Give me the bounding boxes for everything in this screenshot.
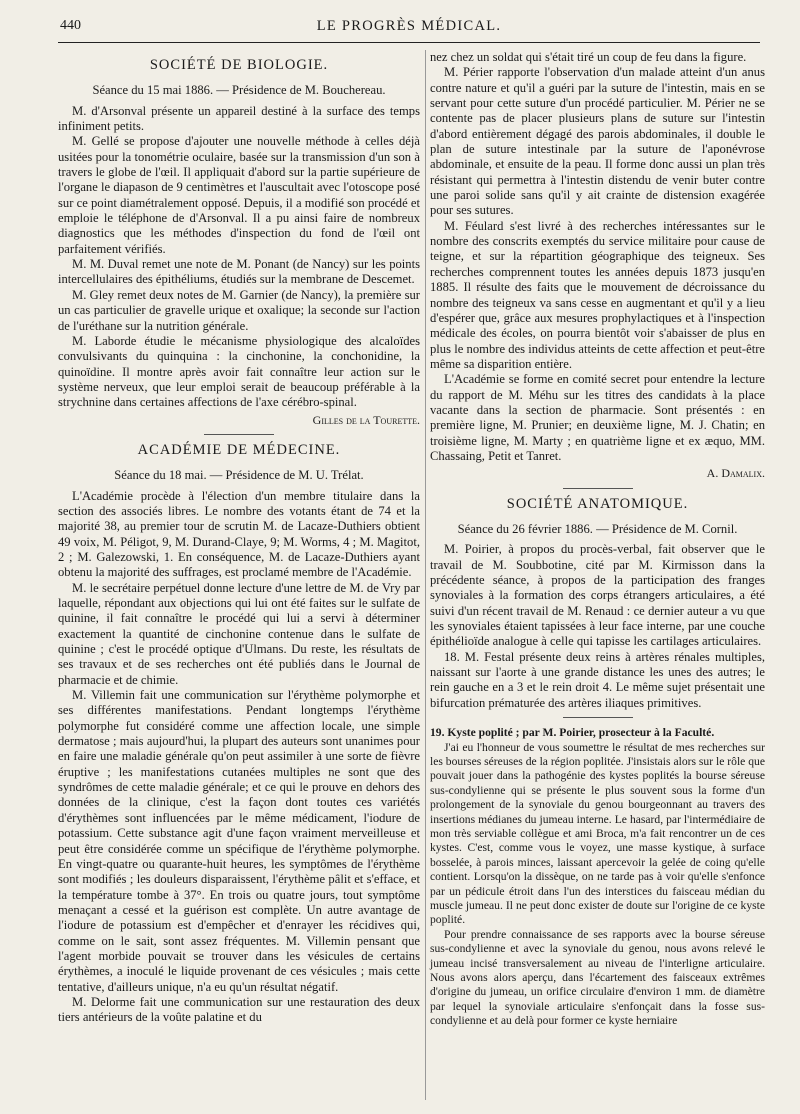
- session-line-anatomique: Séance du 26 février 1886. — Présidence de M. Cornil.: [457, 521, 738, 536]
- session-line-academie: Séance du 18 mai. — Présidence de M. U. Trélat.: [114, 468, 364, 483]
- section-title-academie: ACADÉMIE DE MÉDECINE.: [137, 441, 341, 458]
- paragraph: M. le secrétaire perpétuel donne lecture d'une lettre de M. de Vry par laquelle, répondant aux objections qui lui ont été faites sur le sulfate de quinine, il fait connaître le procédé qui lui a servi à déterminer exactement la quantité de cinchonine contenue dans le sulfate de quinine ; c'est le procédé optique d'Ulmans. Du reste, les résultats de ses travaux et de ses recherches ont été publiés dans le Journal de pharmacie et de chimie.: [58, 580, 420, 687]
- paragraph: M. Delorme fait une communication sur une restauration des deux tiers antérieurs de la voûte palatine et du: [58, 994, 420, 1025]
- paragraph: M. Gellé se propose d'ajouter une nouvelle méthode à celles déjà usitées pour la tonométrie oculaire, basée sur la transmission d'un son à travers le globe de l'œil. Il appliquait d'abord sur la partie supérieure de l'organe le diapason de 9 centimètres et l'auscultait avec l'otoscope posé sur ce point diamétralement opposé. Depuis, il a modifié son procédé et emploie le téléphone de d'Arsonval. Il a pu ainsi faire de nombreux diagnostics que les méthodes d'inspection du fond de l'œil ont parfaitement vérifiés.: [58, 134, 420, 256]
- section-title-anatomique: SOCIÉTÉ ANATOMIQUE.: [506, 495, 689, 512]
- paragraph-continuation: nez chez un soldat qui s'était tiré un coup de feu dans la figure.: [430, 50, 747, 64]
- paragraph: L'Académie procède à l'élection d'un membre titulaire dans la section des associés libres. Le nombre des votants étant de 74 et la majorité 38, au premier tour de scrutin M. de Lacaze-Duthiers obtient 49 voix, M. Péligot, 9, M. Durand-Claye, 9; M. Worms, 4 ; M. Magitot, 2 ; M. Galezowski, 1. En conséquence, M. de Lacaze-Duthiers ayant obtenu la majorité des suffrages, est proclamé membre de l'Académie.: [58, 488, 420, 580]
- paragraph: M. Périer rapporte l'observation d'un malade atteint d'un anus contre nature et qu'il a guéri par la suture de l'intestin, mais en se servant pour cette suture d'un procédé particulier. M. Périer ne se contente pas de placer plusieurs plans de suture sur l'intestin d'abord entièrement dégagé des parois abdominales, il double le plan de suture intestinale par la suture de l'aponévrose abdominale, et ensuite de la peau. Il forme donc aussi un plan très résistant qui permettra à l'intestin distendu de venir buter contre une paroi solide sans qu'il y ait crainte de distension exagérée pour ses sutures.: [430, 65, 765, 218]
- paragraph: L'Académie se forme en comité secret pour entendre la lecture du rapport de M. Méhu sur les titres des candidats à la place vacante dans la section de pharmacie. Sont présentés : en première ligne, M. Prunier; en deuxième ligne, M. J. Chatin; en troisième ligne, M. Marty ; en quatrième ligne et ex æquo, MM. Chassaing, Petit et Tanret.: [430, 372, 765, 463]
- paragraph: M. Gley remet deux notes de M. Garnier (de Nancy), la première sur un cas particulier de gravelle urique et oxalique; la seconde sur l'action de l'uréthane sur la nutrition générale.: [58, 287, 420, 333]
- paragraph: M. M. Duval remet une note de M. Ponant (de Nancy) sur les points intercellulaires des épithéliums, étudiés sur la membrane de Descemet.: [58, 257, 420, 287]
- article-heading-kyste: 19. Kyste poplité ; par M. Poirier, prosecteur à la Faculté.: [430, 726, 715, 740]
- section-separator: [563, 488, 633, 489]
- signature-academie: A. Damalix.: [706, 466, 765, 481]
- session-line-biologie: Séance du 15 mai 1886. — Présidence de M. Bouchereau.: [92, 83, 386, 98]
- section-separator: [204, 434, 274, 435]
- journal-title: LE PROGRÈS MÉDICAL.: [316, 18, 502, 34]
- column-divider: [425, 50, 426, 1100]
- paragraph: M. d'Arsonval présente un appareil destiné à la surface des temps infiniment petits.: [58, 103, 420, 134]
- section-separator: [563, 717, 633, 718]
- paragraph: J'ai eu l'honneur de vous soumettre le résultat de mes recherches sur les bourses séreuses de la région poplitée. J'insistais alors sur le rôle que pouvait jouer dans la pathogénie des kystes poplités la bourse séreuse sus-condylienne qui se présente le plus souvent sous la forme d'un prolongement de la synoviale du genou bourgeonnant au travers des insertions médianes du jumeau interne. Le hasard, par l'intermédiaire de mon très serviable collègue et ami Broca, m'a fait rencontrer un de ces kystes. C'est, comme vous le voyez, une masse kystique, à surface bosselée, à parois minces, laissant apercevoir la gelée de coing qu'elle contient. Lorsqu'on la dissèque, on ne tarde pas à voir qu'elle s'enfonce par un pédicule étroit dans l'un des interstices du faisceau médian du muscle jumeau. Il ne peut donc exister de doute sur l'origine de ce kyste poplité.: [430, 740, 765, 927]
- right-column: [430, 50, 765, 1029]
- paragraph: M. Laborde étudie le mécanisme physiologique des alcaloïdes convulsivants du quinquina : la cinchonine, la conchonidine, la quinoïdine. Il montre après avoir fait connaître leur action sur le système nerveux, que leur emploi serait de beaucoup préférable à la strychnine dans certaines affections de l'axe cérébro-spinal.: [58, 333, 420, 410]
- paragraph: M. Poirier, à propos du procès-verbal, fait observer que le travail de M. Soubbotine, cité par M. Kirmisson dans la précédente séance, à propos de la participation des franges synoviales à la formation des corps étrangers articulaires, a été suivi d'un récent travail de M. Renaud : ce dernier auteur a vu que les synoviales étaient tapissées à leur face interne, par une couche épithélioïde analogue à celle qui tapisse les cartilages articulaires.: [430, 542, 765, 649]
- paragraph: M. Féulard s'est livré à des recherches intéressantes sur le nombre des conscrits exemptés du service militaire pour cause de teigne, et sur la répartition géographique des teigneux. Ses recherches comprennent toutes les années depuis 1873 jusqu'en 1885. Il résulte des faits que le mouvement de décroissance du nombre des teigneux va sans cesse en augmentant et qu'il y a lieu d'espérer que, grâce aux mesures prophylactiques et à l'inspection médicale des écoles, on pourra bientôt voir s'abaisser de plus en plus le nombre des individus atteints de cette affection et peut-être même sa disparition entière.: [430, 218, 765, 371]
- paragraph: M. Villemin fait une communication sur l'érythème polymorphe et ses différentes manifestations. Pendant longtemps l'érythème polymorphe fut considéré comme une affection locale, une simple dermatose ; mais aujourd'hui, la plupart des auteurs sont unanimes pour en faire une maladie générale qu'on peut assimiler à une sorte de fièvre éruptive ; les manifestations cutanées multiples ne sont que des syndrômes de cette maladie générale; et ce qui le prouve en dehors des données de la clinique, c'est la façon dont toutes ces variétés d'érythèmes sont influencées par le même médicament, l'iodure de potassium. Cette substance agit d'une façon vraiment merveilleuse et peut être considérée comme un spécifique de l'érythème polymorphe. En vingt-quatre ou quarante-huit heures, les symptômes de l'érythème sont modifiés ; les douleurs disparaissent, l'érythème pâlit et s'efface, et la température tombe à 37°. En trois ou quatre jours, tout symptôme menaçant a cessé et la guérison est complète. Un autre avantage de l'iodure de potassium est d'empêcher et d'enrayer les récidives qui, comme on le sait, sont assez fréquentes. M. Villemin pensant que l'agent morbide pouvait se trouver dans les vésicules de certains érythèmes, a inoculé le liquide provenant de ces vésicules ; mais cette tentative, d'ailleurs unique, n'a eu qu'un résultat négatif.: [58, 688, 420, 994]
- page-number: 440: [60, 18, 81, 33]
- left-column: [58, 50, 420, 1026]
- paragraph: 18. M. Festal présente deux reins à artères rénales multiples, naissant sur l'aorte à une grande distance les unes des autres; le rein gauche en a 3 et le rein droit 4. Le même sujet présentait une bifurcation prématurée des artères iliaques primitives.: [430, 649, 765, 710]
- page-header: [58, 18, 760, 43]
- section-title-biologie: SOCIÉTÉ DE BIOLOGIE.: [149, 57, 329, 73]
- paragraph: Pour prendre connaissance de ses rapports avec la bourse séreuse sus-condylienne et avec la synoviale du genou, nous avons relevé le jumeau incisé transversalement au niveau de l'interligne articulaire. Nous avons alors aperçu, dans l'écartement des faisceaux extrêmes d'origine du jumeau, un orifice circulaire d'environ 1 mm. de diamètre par lequel la synoviale articulaire s'enfonçait dans la fosse sus-condylienne et au delà pour former ce kyste herniaire: [430, 927, 765, 1028]
- signature-biologie: Gilles de la Tourette.: [312, 412, 420, 427]
